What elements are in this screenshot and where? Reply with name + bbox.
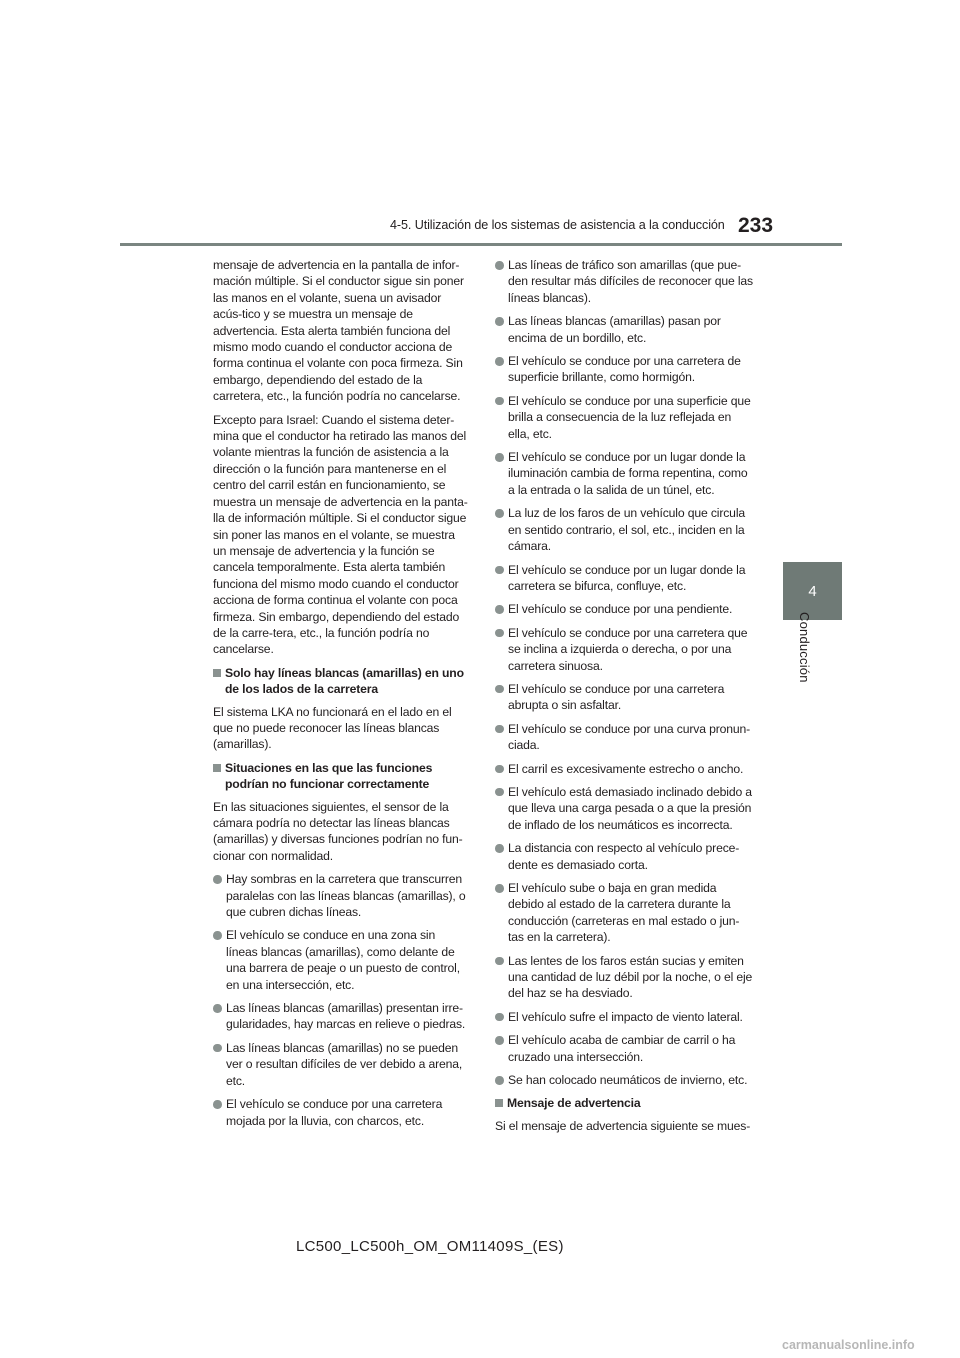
subheading xyxy=(495,1095,755,1111)
list-item xyxy=(495,601,755,617)
bullet-icon xyxy=(495,261,504,270)
list-item-text: El vehículo se conduce por una carretera que se inclina a izquierda o derecha, o por una carretera sinuosa. xyxy=(508,625,748,673)
list-item xyxy=(495,625,755,674)
list-item xyxy=(495,393,755,442)
subheading-text: Solo hay líneas blancas (amarillas) en uno de los lados de la carretera xyxy=(225,665,464,697)
list-item-text: La luz de los faros de un vehículo que circula en sentido contrario, el sol, etc., inciden en la cámara. xyxy=(508,506,745,554)
chapter-number: 4 xyxy=(808,582,817,600)
list-item xyxy=(495,1009,755,1025)
list-item-text: El vehículo se conduce por un lugar donde la carretera se bifurca, confluye, etc. xyxy=(508,562,746,593)
bullet-icon xyxy=(495,765,504,774)
page-number: 233 xyxy=(738,214,774,237)
watermark[interactable]: carmanualsonline.info xyxy=(782,1338,915,1352)
subheading-text: Mensaje de advertencia xyxy=(507,1096,641,1111)
header-rule xyxy=(120,243,842,246)
bullet-icon xyxy=(495,397,504,406)
list-item xyxy=(213,927,469,993)
list-item xyxy=(495,953,755,1002)
list-item xyxy=(495,449,755,498)
list-item-text: El vehículo se conduce por una superficie que brilla a consecuencia de la luz reflejada en ella, etc. xyxy=(508,393,751,441)
bullet-icon xyxy=(213,931,222,940)
bullet-icon xyxy=(495,629,504,638)
list-item-text: El vehículo acaba de cambiar de carril o ha cruzado una intersección. xyxy=(508,1033,736,1064)
list-item xyxy=(495,761,755,777)
bullet-icon xyxy=(495,566,504,575)
right-column xyxy=(495,257,755,1141)
list-item xyxy=(213,1096,469,1129)
left-column xyxy=(213,257,469,1136)
bullet-icon xyxy=(213,1004,222,1013)
list-item-text: Las líneas blancas (amarillas) no se pueden ver o resultan difíciles de ver debido a arena, etc. xyxy=(226,1040,463,1088)
list-item xyxy=(495,505,755,554)
bullet-icon xyxy=(495,357,504,366)
bullet-icon xyxy=(495,725,504,734)
bullet-icon xyxy=(495,509,504,518)
list-item-text: El carril es excesivamente estrecho o ancho. xyxy=(508,761,744,776)
list-item xyxy=(495,257,755,306)
list-item xyxy=(213,1000,469,1033)
list-item-text: El vehículo se conduce por una curva pronun-ciada. xyxy=(508,721,751,753)
bullet-icon xyxy=(495,453,504,462)
bullet-icon xyxy=(495,1076,504,1085)
bullet-icon xyxy=(495,317,504,326)
bullet-icon xyxy=(495,1036,504,1045)
paragraph: mensaje de advertencia en la pantalla de infor-mación múltiple. Si el conductor sigue sin poner las manos en el volante, suena un avisador acús-tico y se muestra un mensaje de advertencia. Esta alerta también funciona del mismo modo cuando el conductor acciona de forma continua el volante con poca firmeza. Sin embargo, dependiendo del estado de la carretera, etc., la función podría no cancelarse. xyxy=(213,258,464,404)
bullet-icon xyxy=(495,605,504,614)
list-item xyxy=(495,721,755,754)
list-item-text: El vehículo se conduce por una pendiente. xyxy=(508,602,733,617)
bullet-icon xyxy=(495,1013,504,1022)
subheading-text: Situaciones en las que las funciones podrían no funcionar correctamente xyxy=(225,760,433,792)
bullet-icon xyxy=(495,884,504,893)
list-item xyxy=(495,840,755,873)
list-item-text: Las líneas de tráfico son amarillas (que pue-den resultar más difíciles de reconocer que las líneas blancas). xyxy=(508,258,753,305)
list-item xyxy=(495,1032,755,1065)
list-item xyxy=(213,871,469,920)
list-item-text: Hay sombras en la carretera que transcurren paralelas con las líneas blancas (amarillas), o que cubren dichas líneas. xyxy=(226,872,466,920)
bullet-icon xyxy=(495,957,504,966)
list-item xyxy=(495,784,755,833)
list-item xyxy=(495,1072,755,1088)
list-item-text: El vehículo se conduce en una zona sin líneas blancas (amarillas), como delante de una barrera de peaje o un puesto de control, en una intersección, etc. xyxy=(226,928,460,992)
list-item-text: El vehículo está demasiado inclinado debido a que lleva una carga pesada o a que la presión de inflado de los neumáticos es incorrecta. xyxy=(508,784,752,832)
list-item xyxy=(495,880,755,946)
document-code: LC500_LC500h_OM_OM11409S_(ES) xyxy=(296,1238,564,1255)
square-bullet-icon xyxy=(495,1099,503,1107)
list-item xyxy=(495,313,755,346)
subheading xyxy=(213,665,469,698)
chapter-label: Conducción xyxy=(797,612,812,683)
list-item-text: El vehículo se conduce por una carretera mojada por la lluvia, con charcos, etc. xyxy=(226,1097,443,1128)
subheading xyxy=(213,760,469,793)
square-bullet-icon xyxy=(213,669,221,677)
paragraph: Excepto para Israel: Cuando el sistema deter-mina que el conductor ha retirado las manos del volante mientras la función de asistencia a la dirección o la función para mantenerse en el centro del carril están en funcionamiento, se muestra un mensaje de advertencia en la panta-lla de información múltiple. Si el conductor sigue sin poner las manos en el volante, se muestra un mensaje de advertencia y la función se cancela temporalmente. Esta alerta también funciona del mismo modo cuando el conductor acciona de forma continua el volante con poca firmeza. Sin embargo, dependiendo del estado de la carre-tera, etc., la función podría no cancelarse. xyxy=(213,412,468,657)
bullet-icon xyxy=(213,875,222,884)
section-header: 4-5. Utilización de los sistemas de asistencia a la conducción xyxy=(390,218,725,232)
list-item-text: Las lentes de los faros están sucias y emiten una cantidad de luz débil por la noche, o el eje del haz se ha desviado. xyxy=(508,953,753,1001)
list-item-text: Las líneas blancas (amarillas) pasan por encima de un bordillo, etc. xyxy=(508,314,721,345)
paragraph: El sistema LKA no funcionará en el lado en el que no puede reconocer las líneas blancas (amarillas). xyxy=(213,704,452,752)
bullet-icon xyxy=(213,1044,222,1053)
list-item xyxy=(495,353,755,386)
list-item xyxy=(495,681,755,714)
bullet-icon xyxy=(495,788,504,797)
paragraph: En las situaciones siguientes, el sensor de la cámara podría no detectar las líneas blancas (amarillas) y diversas funciones podrían no fun-cionar con normalidad. xyxy=(213,799,463,863)
chapter-tab xyxy=(783,562,842,620)
list-item-text: El vehículo se conduce por una carretera de superficie brillante, como hormigón. xyxy=(508,354,741,385)
paragraph: Si el mensaje de advertencia siguiente se mues- xyxy=(495,1118,751,1133)
list-item-text: El vehículo se conduce por un lugar donde la iluminación cambia de forma repentina, como a la entrada o la salida de un túnel, etc. xyxy=(508,450,748,497)
list-item xyxy=(495,562,755,595)
list-item-text: El vehículo sufre el impacto de viento lateral. xyxy=(508,1009,743,1024)
list-item-text: La distancia con respecto al vehículo prece-dente es demasiado corta. xyxy=(508,841,740,872)
square-bullet-icon xyxy=(213,764,221,772)
bullet-icon xyxy=(213,1100,222,1109)
bullet-icon xyxy=(495,685,504,694)
list-item-text: El vehículo se conduce por una carretera abrupta o sin asfaltar. xyxy=(508,681,725,713)
list-item-text: Las líneas blancas (amarillas) presentan irre-gularidades, hay marcas en relieve o piedras. xyxy=(226,1001,466,1032)
bullet-icon xyxy=(495,844,504,853)
list-item xyxy=(213,1040,469,1089)
list-item-text: El vehículo sube o baja en gran medida debido al estado de la carretera durante la conducción (carreteras en mal estado o jun-tas en la carretera). xyxy=(508,881,740,945)
list-item-text: Se han colocado neumáticos de invierno, etc. xyxy=(508,1073,748,1088)
